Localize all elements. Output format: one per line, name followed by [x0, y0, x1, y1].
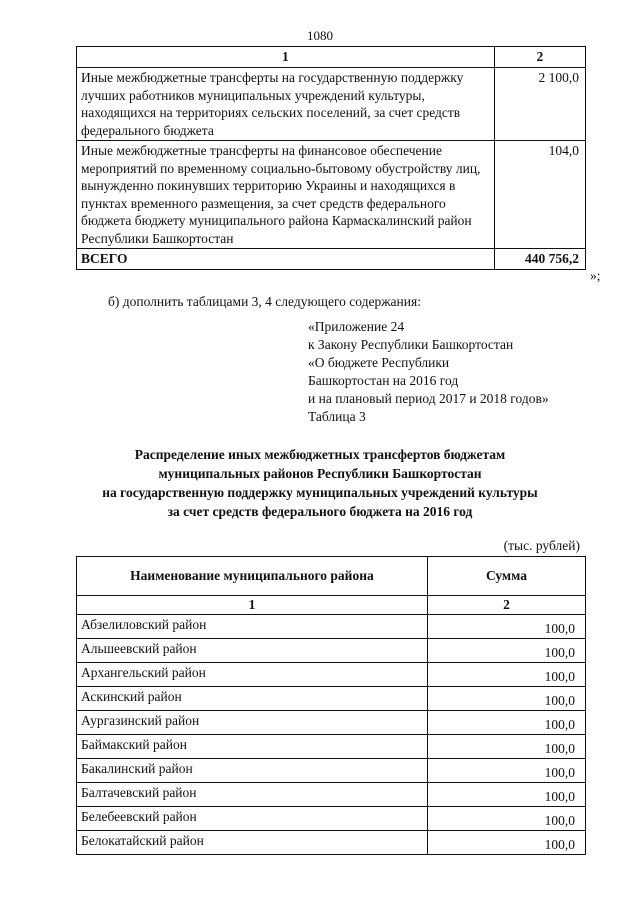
district-name: Аскинский район: [77, 687, 428, 711]
district-amount: 100,0: [427, 735, 585, 759]
total-row: [77, 249, 586, 270]
table-row: [77, 807, 586, 831]
district-name: Балтачевский район: [77, 783, 428, 807]
table-row: [77, 831, 586, 855]
table-row: [77, 711, 586, 735]
column-number-1: 1: [77, 47, 495, 68]
column-sum-header: Сумма: [427, 557, 585, 596]
table-header-row: [77, 47, 586, 68]
column-number-2: 2: [494, 47, 585, 68]
table-row: [77, 759, 586, 783]
appendix-line: Башкортостан на 2016 год: [308, 373, 459, 388]
table-row: [77, 615, 586, 639]
table-row: [77, 141, 586, 249]
column-number-2: 2: [427, 596, 585, 615]
district-amount: 100,0: [427, 711, 585, 735]
appendix-heading: [308, 318, 549, 426]
district-amount: 100,0: [427, 687, 585, 711]
table-row: [77, 687, 586, 711]
table-row: [77, 735, 586, 759]
appendix-line: к Закону Республики Башкортостан: [308, 337, 514, 352]
table-header-row: [77, 557, 586, 596]
district-name: Альшеевский район: [77, 639, 428, 663]
row-description: Иные межбюджетные трансферты на государственную поддержку лучших работников муниципальных учреждений культуры, находящихся на территориях сельских поселений, за счет средств федерального бюджета: [77, 68, 495, 141]
district-amount: 100,0: [427, 783, 585, 807]
page-number: 1080: [307, 28, 333, 43]
district-amount: 100,0: [427, 615, 585, 639]
district-name: Архангельский район: [77, 663, 428, 687]
appendix-line: «Приложение 24: [308, 319, 405, 334]
district-amount: 100,0: [427, 807, 585, 831]
title-line: муниципальных районов Республики Башкортостан: [158, 466, 482, 481]
district-name: Бакалинский район: [77, 759, 428, 783]
column-number-1: 1: [77, 596, 428, 615]
district-name: Абзелиловский район: [77, 615, 428, 639]
district-name: Белокатайский район: [77, 831, 428, 855]
district-amount: 100,0: [427, 663, 585, 687]
intro-text: б) дополнить таблицами 3, 4 следующего содержания:: [108, 294, 421, 309]
district-name: Аургазинский район: [77, 711, 428, 735]
appendix-line: «О бюджете Республики: [308, 355, 450, 370]
table-row: [77, 663, 586, 687]
column-name-header: Наименование муниципального района: [77, 557, 428, 596]
district-amount: 100,0: [427, 831, 585, 855]
table-row: [77, 68, 586, 141]
closing-quote: »;: [590, 268, 601, 283]
total-amount: 440 756,2: [494, 249, 585, 270]
title-line: за счет средств федерального бюджета на 2016 год: [167, 504, 473, 519]
title-line: Распределение иных межбюджетных трансфертов бюджетам: [134, 447, 506, 462]
district-amount: 100,0: [427, 639, 585, 663]
districts-table: [76, 556, 586, 855]
district-name: Баймакский район: [77, 735, 428, 759]
appendix-line: и на плановый период 2017 и 2018 годов»: [308, 391, 549, 406]
district-name: Белебеевский район: [77, 807, 428, 831]
row-amount: 104,0: [494, 141, 585, 249]
document-title: [60, 445, 580, 521]
table-label: Таблица 3: [308, 409, 366, 424]
table-row: [77, 783, 586, 807]
title-line: на государственную поддержку муниципальных учреждений культуры: [102, 485, 538, 500]
units-label: (тыс. рублей): [503, 538, 580, 553]
row-amount: 2 100,0: [494, 68, 585, 141]
district-amount: 100,0: [427, 759, 585, 783]
row-description: Иные межбюджетные трансферты на финансовое обеспечение мероприятий по временному социально-бытовому обустройству лиц, вынужденно покинувших территорию Украины и находящихся в пунктах временного размещения, за счет средств федерального бюджета бюджету муниципального района Кармаскалинский район Республики Башкортостан: [77, 141, 495, 249]
table-row: [77, 639, 586, 663]
total-label: ВСЕГО: [77, 249, 495, 270]
transfers-table-continued: [76, 46, 586, 270]
column-number-row: [77, 596, 586, 615]
